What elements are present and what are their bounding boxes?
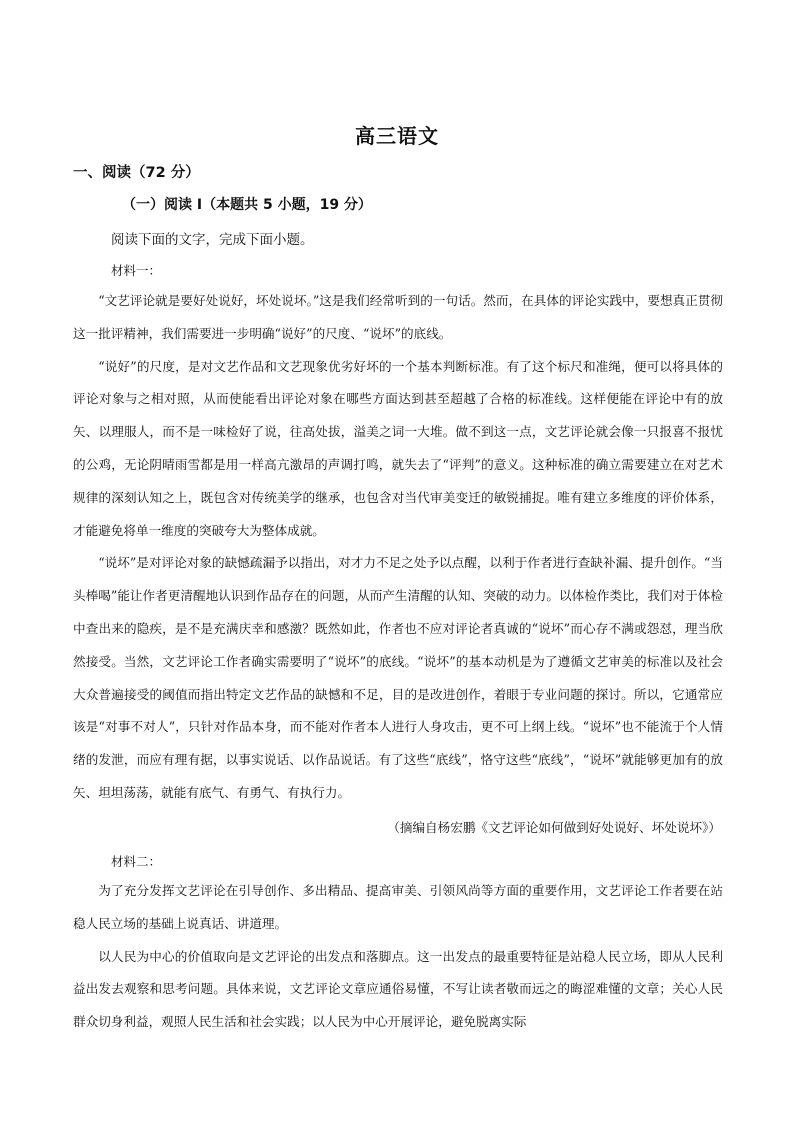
material-2-label: 材料二： xyxy=(111,854,162,869)
material-1-body xyxy=(73,285,723,810)
paragraph: “文艺评论就是要好处说好，坏处说坏。”这是我们经常听到的一句话。然而，在具体的评论实践中，要想真正贯彻这一批评精神，我们需要进一步明确“说好”的尺度、“说坏”的底线。 xyxy=(73,293,723,341)
section-heading: 一、阅读（72 分） xyxy=(73,165,200,181)
paragraph: “说坏”是对评论对象的缺憾疏漏予以指出，对才力不足之处予以点醒，以利于作者进行查缺补漏、提升创作。“当头棒喝”能让作者更清醒地认识到作品存在的问题，从而产生清醒的认知、突破的动力。以体检作类比，我们对于体检中查出来的隐疾，是不是充满庆幸和感激？既然如此，作者也不应对评论者真诚的“说坏”而心存不满或怨怼，理当欣然接受。当然，文艺评论工作者确实需要明了“说坏”的底线。“说坏”的基本动机是为了遵循文艺审美的标准以及社会大众普遍接受的阈值而指出特定文艺作品的缺憾和不足，目的是改进创作，着眼于专业问题的探讨。所以，它通常应该是“对事不对人”，只针对作品本身，而不能对作者本人进行人身攻击，更不可上纲上线。“说坏”也不能流于个人情绪的发泄，而应有理有据，以事实说话、以作品说话。有了这些“底线”，恪守这些“底线”，“说坏”就能够更加有的放矢、坦坦荡荡，就能有底气、有勇气、有执行力。 xyxy=(73,555,723,800)
paragraph: 以人民为中心的价值取向是文艺评论的出发点和落脚点。这一出发点的最重要特征是站稳人民立场，即从人民利益出发去观察和思考问题。具体来说，文艺评论文章应通俗易懂，不写让读者敬而远之的晦涩难懂的文章；关心人民群众切身利益，观照人民生活和社会实践；以人民为中心开展评论，避免脱离实际 xyxy=(73,948,723,1030)
paragraph: 为了充分发挥文艺评论在引导创作、多出精品、提高审美、引领风尚等方面的重要作用，文艺评论工作者要在站稳人民立场的基础上说真话、讲道理。 xyxy=(73,883,723,931)
material-1-label: 材料一： xyxy=(111,263,162,278)
page-title: 高三语文 xyxy=(355,124,439,148)
material-1-source: （摘编自杨宏鹏《文艺评论如何做到好处说好、坏处说坏》） xyxy=(387,820,721,835)
paragraph: “说好”的尺度，是对文艺作品和文艺现象优劣好坏的一个基本判断标准。有了这个标尺和准绳，便可以将具体的评论对象与之相对照，从而使能看出评论对象在哪些方面达到甚至超越了合格的标准线。这样便能在评论中有的放矢、以理服人，而不是一味检好了说，往高处拔，溢美之词一大堆。做不到这一点，文艺评论就会像一只报喜不报忧的公鸡，无论阴晴雨雪都是用一样高亢激昂的声调打鸣，就失去了“评判”的意义。这种标准的确立需要建立在对艺术规律的深刻认知之上，既包含对传统美学的继承，也包含对当代审美变迁的敏锐捕捉。唯有建立多维度的评价体系，才能避免将单一维度的突破夸大为整体成就。 xyxy=(73,358,723,538)
sub-section-heading: （一）阅读 I（本题共 5 小题，19 分） xyxy=(122,197,372,213)
material-2-body xyxy=(73,875,723,1039)
instruction-text: 阅读下面的文字，完成下面小题。 xyxy=(111,232,314,248)
